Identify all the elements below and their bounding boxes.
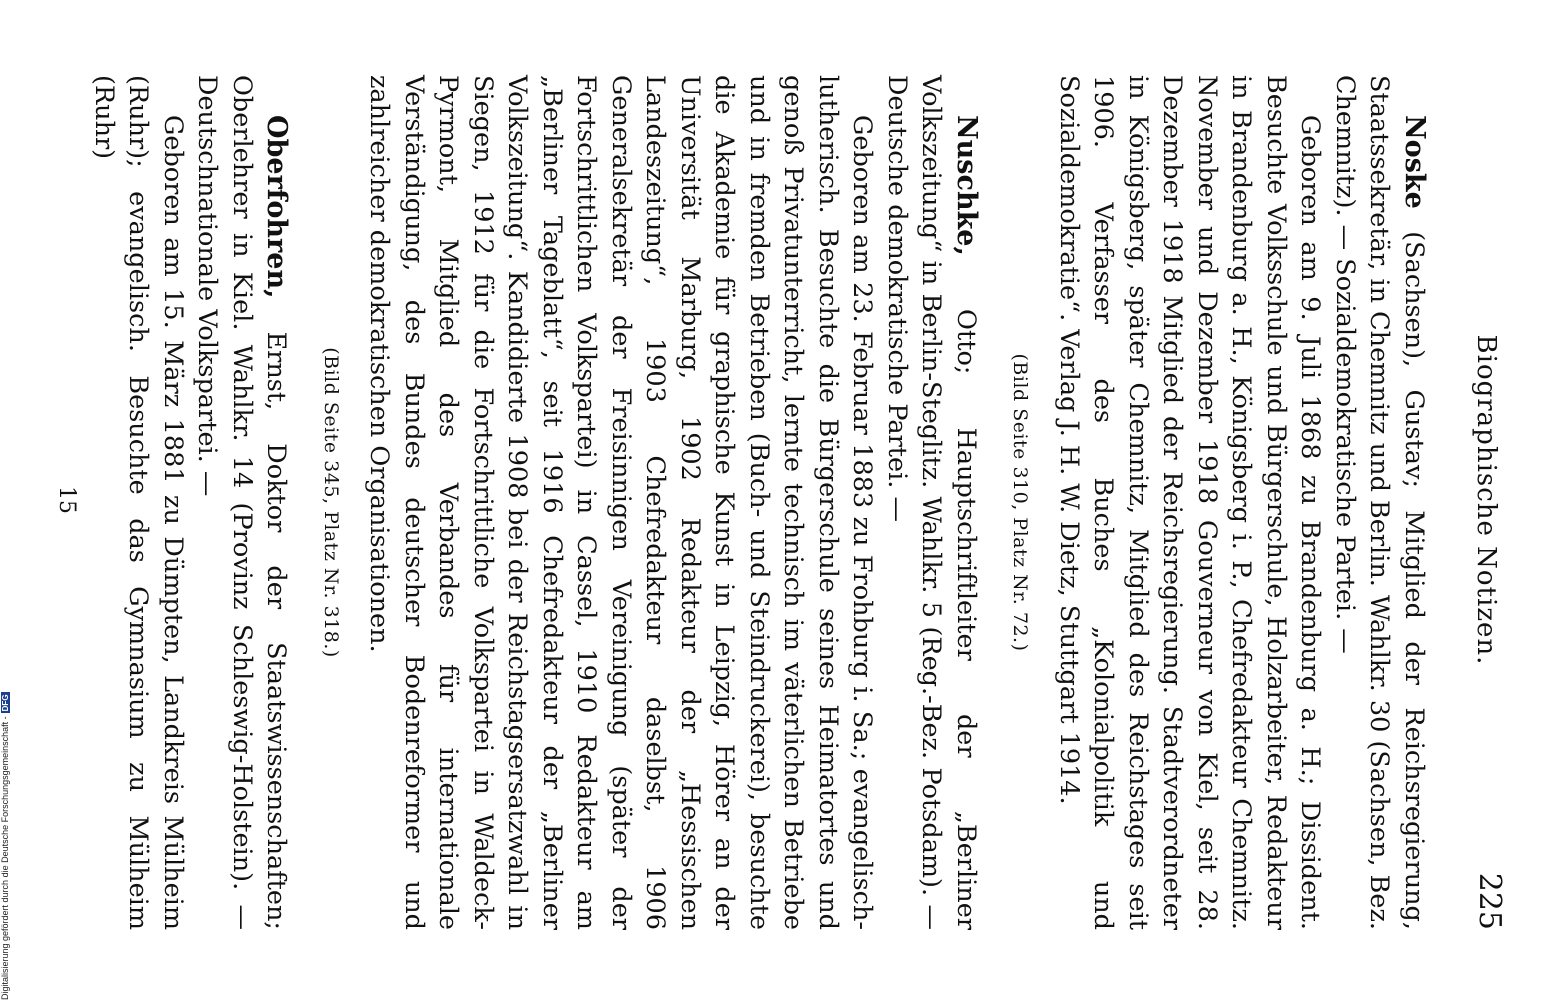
entry-header-text: (Sachsen), Gustav; Mitglied der Reichsregierung, Staatssekretär, in Chemnitz und Berlin. Wahlkr. 30 (Sachsen, Bez. Chemnitz). — Sozialdemokratische Partei. — — [1330, 75, 1429, 930]
entry-header — [880, 75, 984, 930]
entry-name: Nuschke, — [951, 115, 982, 256]
credit-line: Digitalisierung gefördert durch die Deutsche Forschungsgemeinschaft - — [0, 716, 10, 1000]
entry-name: Noske — [1399, 115, 1430, 209]
entry-biography: Geboren am 9. Juli 1868 zu Brandenburg a. H.; Dissident. Besuchte Volksschule und Bürgerschule, Holzarbeiter, Redakteur in Brandenburg a. H., Königsberg i. P., Chefredakteur Chemnitz. November und Dezember 1918 Gouverneur von Kiel, seit 28. Dezember 1918 Mitglied der Reichsregierung. Stadtverordneter in Königsberg, später Chemnitz, Mitglied des Reichstages seit 1906. Verfasser des Buches „Kolonialpolitik und Sozialdemokratie“. Verlag J. H. W. Dietz, Stuttgart 1914. — [1054, 75, 1326, 930]
entry-nuschke — [314, 75, 984, 930]
image-reference: (Bild Seite 310, Platz Nr. 72.) — [1009, 353, 1032, 652]
entry-name: Oberfohren, — [261, 115, 293, 299]
entry-header — [1328, 75, 1432, 930]
entry-header-text: Ernst, Doktor der Staatswissenschaften; Oberlehrer in Kiel. Wahlkr. 14 (Provinz Schleswig-Holstein). — Deutschnationale Volkspartei. — — [192, 75, 292, 930]
entry-biography: Geboren am 23. Februar 1883 zu Frohburg i. Sa.; evangelisch-lutherisch. Besuchte die Bürgerschule seines Heimatortes und genoß Privatunterricht, lernte technisch im väterlichen Betriebe und in fremden Betrieben (Buch- und Steindruckerei), besuchte die Akademie für graphische Kunst in Leipzig, Hörer an der Universität Marburg, 1902 Redakteur der „Hessischen Landeszeitung“, 1903 Chefredakteur daselbst, 1906 Generalsekretär der Freisinnigen Vereinigung (später der Fortschrittlichen Volkspartei) in Cassel, 1910 Redakteur am „Berliner Tageblatt“, seit 1916 Chefredakteur der „Berliner Volkszeitung“. Kandidierte 1908 bei der Reichstagsersatzwahl in Siegen, 1912 für die Fortschrittliche Volkspartei in Waldeck-Pyrmont, Mitglied des Verbandes für internationale Verständigung, des Bundes deutscher Bodenreformer und zahlreicher demokratischen Organisationen. — [364, 75, 878, 930]
entry-biography: Geboren am 15. März 1881 zu Dümpten, Landkreis Mülheim (Ruhr); evangelisch. Besuchte das Gymnasium zu Mülheim (Ruhr) — [89, 75, 188, 930]
dfg-logo-icon: DFG — [1, 694, 10, 712]
entry-noske — [1003, 75, 1431, 930]
image-reference: (Bild Seite 345, Platz Nr. 318.) — [320, 347, 342, 658]
body-text — [87, 75, 1432, 930]
entry-header-text: Otto; Hauptschriftleiter der „Berliner Volkszeitung“ in Berlin-Steglitz. Wahlkr. 5 (Reg.-Bez. Potsdam). — Deutsche demokratische Partei. — — [882, 75, 981, 930]
running-head — [1461, 70, 1507, 930]
page-number: 225 — [1472, 872, 1507, 930]
running-title: Biographische Notizen. — [1471, 334, 1501, 666]
entry-header — [190, 75, 294, 930]
folio-number: 15 — [54, 486, 79, 514]
entry-oberfohren — [87, 75, 294, 930]
